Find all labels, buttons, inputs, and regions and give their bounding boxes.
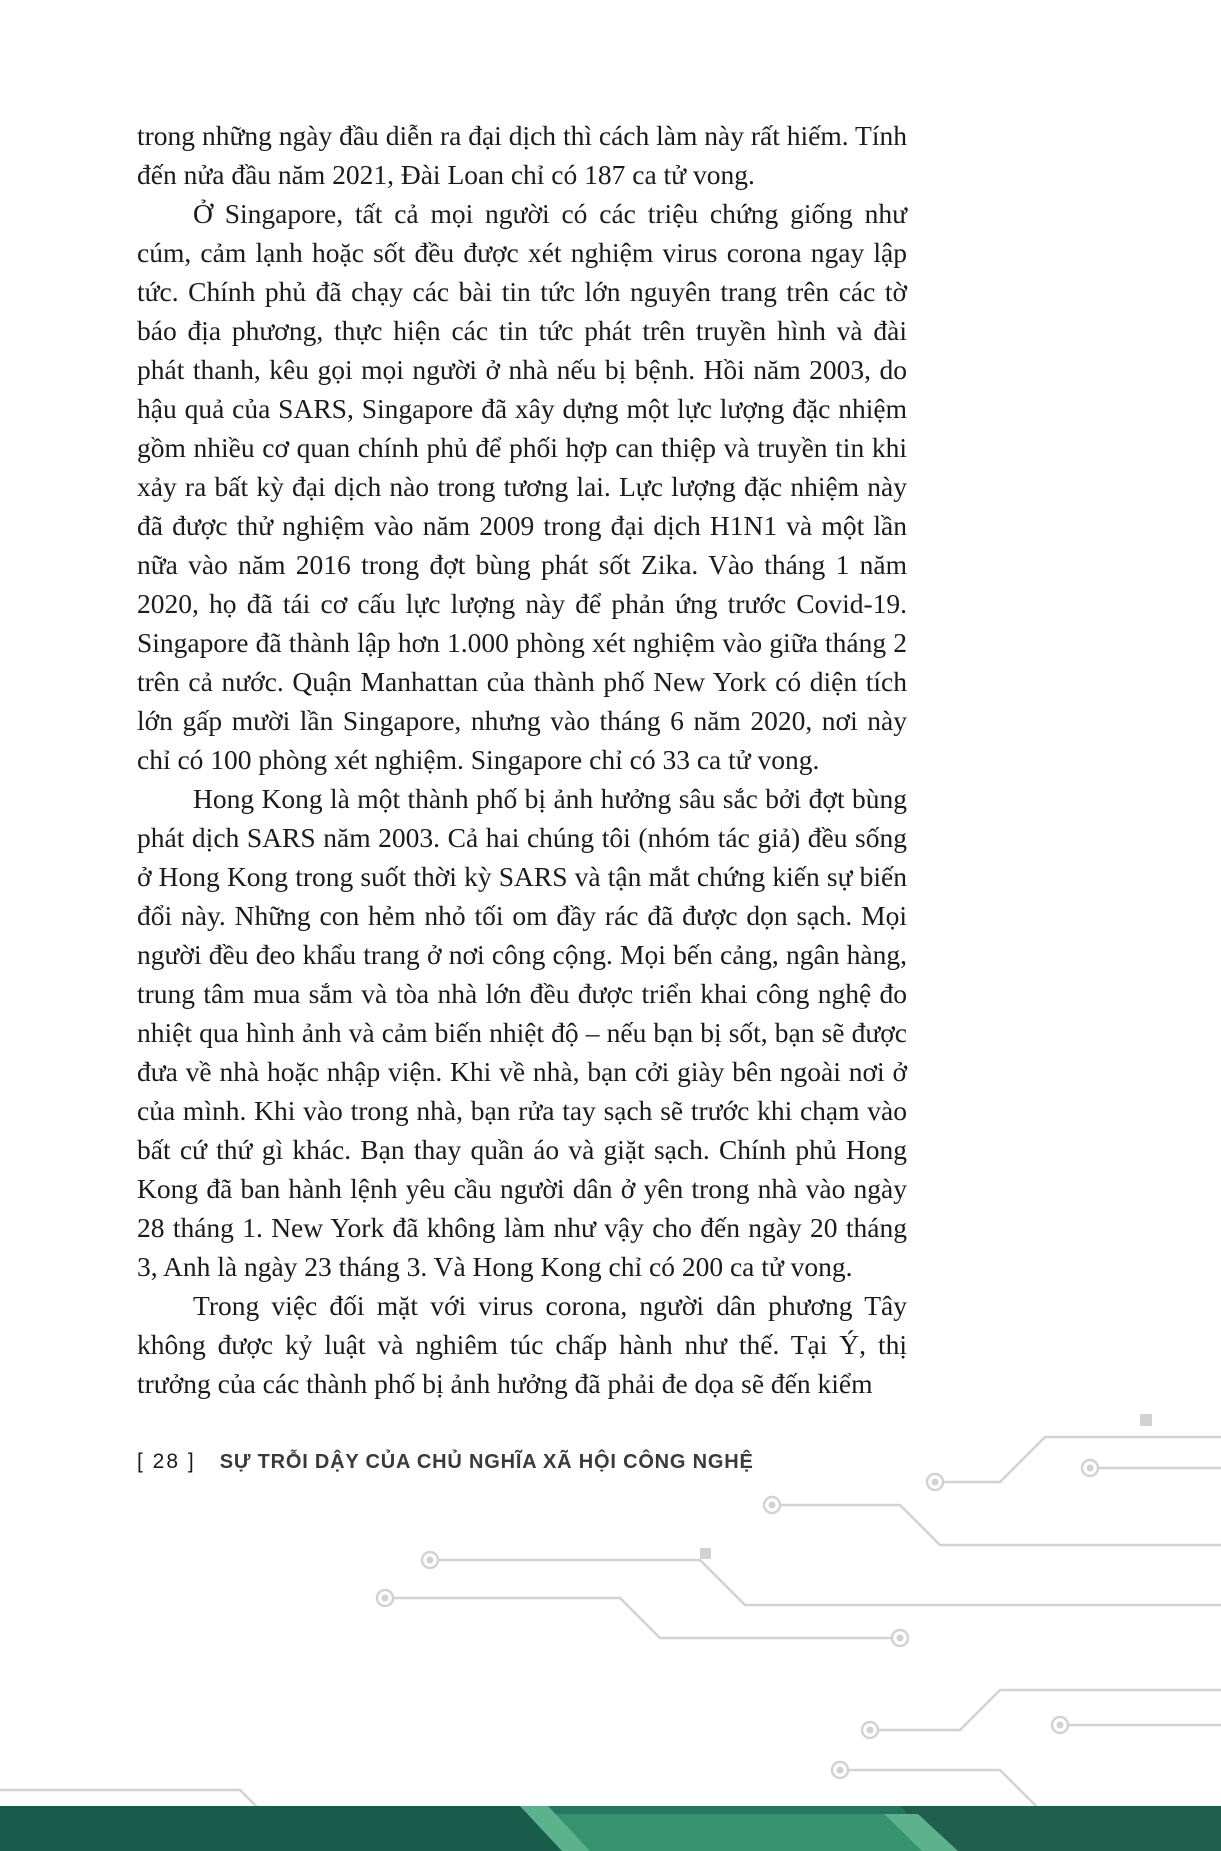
circuit-node-icon — [862, 1722, 878, 1738]
circuit-node-icon — [422, 1552, 438, 1568]
body-paragraph: Hong Kong là một thành phố bị ảnh hưởng sâu sắc bởi đợt bùng phát dịch SARS năm 2003. Cả hai chúng tôi (nhóm tác giả) đều sống ở Hong Kong trong suốt thời kỳ SARS và tận mắt chứng kiến sự biến đổi này. Những con hẻm nhỏ tối om đầy rác đã được dọn sạch. Mọi người đều đeo khẩu trang ở nơi công cộng. Mọi bến cảng, ngân hàng, trung tâm mua sắm và tòa nhà lớn đều được triển khai công nghệ đo nhiệt qua hình ảnh và cảm biến nhiệt độ – nếu bạn bị sốt, bạn sẽ được đưa về nhà hoặc nhập viện. Khi về nhà, bạn cởi giày bên ngoài nơi ở của mình. Khi vào trong nhà, bạn rửa tay sạch sẽ trước khi chạm vào bất cứ thứ gì khác. Bạn thay quần áo và giặt sạch. Chính phủ Hong Kong đã ban hành lệnh yêu cầu người dân ở yên trong nhà vào ngày 28 tháng 1. New York đã không làm như vậy cho đến ngày 20 tháng 3, Anh là ngày 23 tháng 3. Và Hong Kong chỉ có 200 ca tử vong. — [137, 783, 907, 1282]
circuit-trace — [848, 1770, 1040, 1810]
page-number: [ 28 ] — [137, 1450, 196, 1473]
circuit-trace — [780, 1505, 1221, 1545]
circuit-node-icon — [927, 1474, 943, 1490]
body-paragraph: Ở Singapore, tất cả mọi người có các triệu chứng giống như cúm, cảm lạnh hoặc sốt đều được xét nghiệm virus corona ngay lập tức. Chính phủ đã chạy các bài tin tức lớn nguyên trang trên các tờ báo địa phương, thực hiện các tin tức phát trên truyền hình và đài phát thanh, kêu gọi mọi người ở nhà nếu bị bệnh. Hồi năm 2003, do hậu quả của SARS, Singapore đã xây dựng một lực lượng đặc nhiệm gồm nhiều cơ quan chính phủ để phối hợp can thiệp và truyền tin khi xảy ra bất kỳ đại dịch nào trong tương lai. Lực lượng đặc nhiệm này đã được thử nghiệm vào năm 2009 trong đại dịch H1N1 và một lần nữa vào năm 2016 trong đợt bùng phát sốt Zika. Vào tháng 1 năm 2020, họ đã tái cơ cấu lực lượng này để phản ứng trước Covid-19. Singapore đã thành lập hơn 1.000 phòng xét nghiệm vào giữa tháng 2 trên cả nước. Quận Manhattan của thành phố New York có diện tích lớn gấp mười lần Singapore, nhưng vào tháng 6 năm 2020, nơi này chỉ có 100 phòng xét nghiệm. Singapore chỉ có 33 ca tử vong. — [137, 198, 907, 775]
circuit-node-icon — [1052, 1717, 1068, 1733]
page-text — [137, 116, 907, 1403]
circuit-node-icon — [377, 1590, 393, 1606]
book-title: SỰ TRỖI DẬY CỦA CHỦ NGHĨA XÃ HỘI CÔNG NGHỆ — [219, 1451, 754, 1473]
circuit-node-icon — [832, 1762, 848, 1778]
page-footer — [137, 1450, 754, 1474]
body-paragraph: Trong việc đối mặt với virus corona, người dân phương Tây không được kỷ luật và nghiêm túc chấp hành như thế. Tại Ý, thị trưởng của các thành phố bị ảnh hưởng đã phải đe dọa sẽ đến kiểm — [137, 1290, 907, 1399]
circuit-node-icon — [764, 1497, 780, 1513]
circuit-chip-icon — [1140, 1414, 1152, 1426]
circuit-chip-icon — [700, 1548, 711, 1559]
circuit-trace — [943, 1437, 1221, 1482]
circuit-node-icon — [1082, 1460, 1098, 1476]
bottom-accent-bar — [0, 1806, 1221, 1851]
body-paragraph: trong những ngày đầu diễn ra đại dịch thì cách làm này rất hiếm. Tính đến nửa đầu năm 2021, Đài Loan chỉ có 187 ca tử vong. — [137, 120, 907, 190]
circuit-node-icon — [892, 1630, 908, 1646]
